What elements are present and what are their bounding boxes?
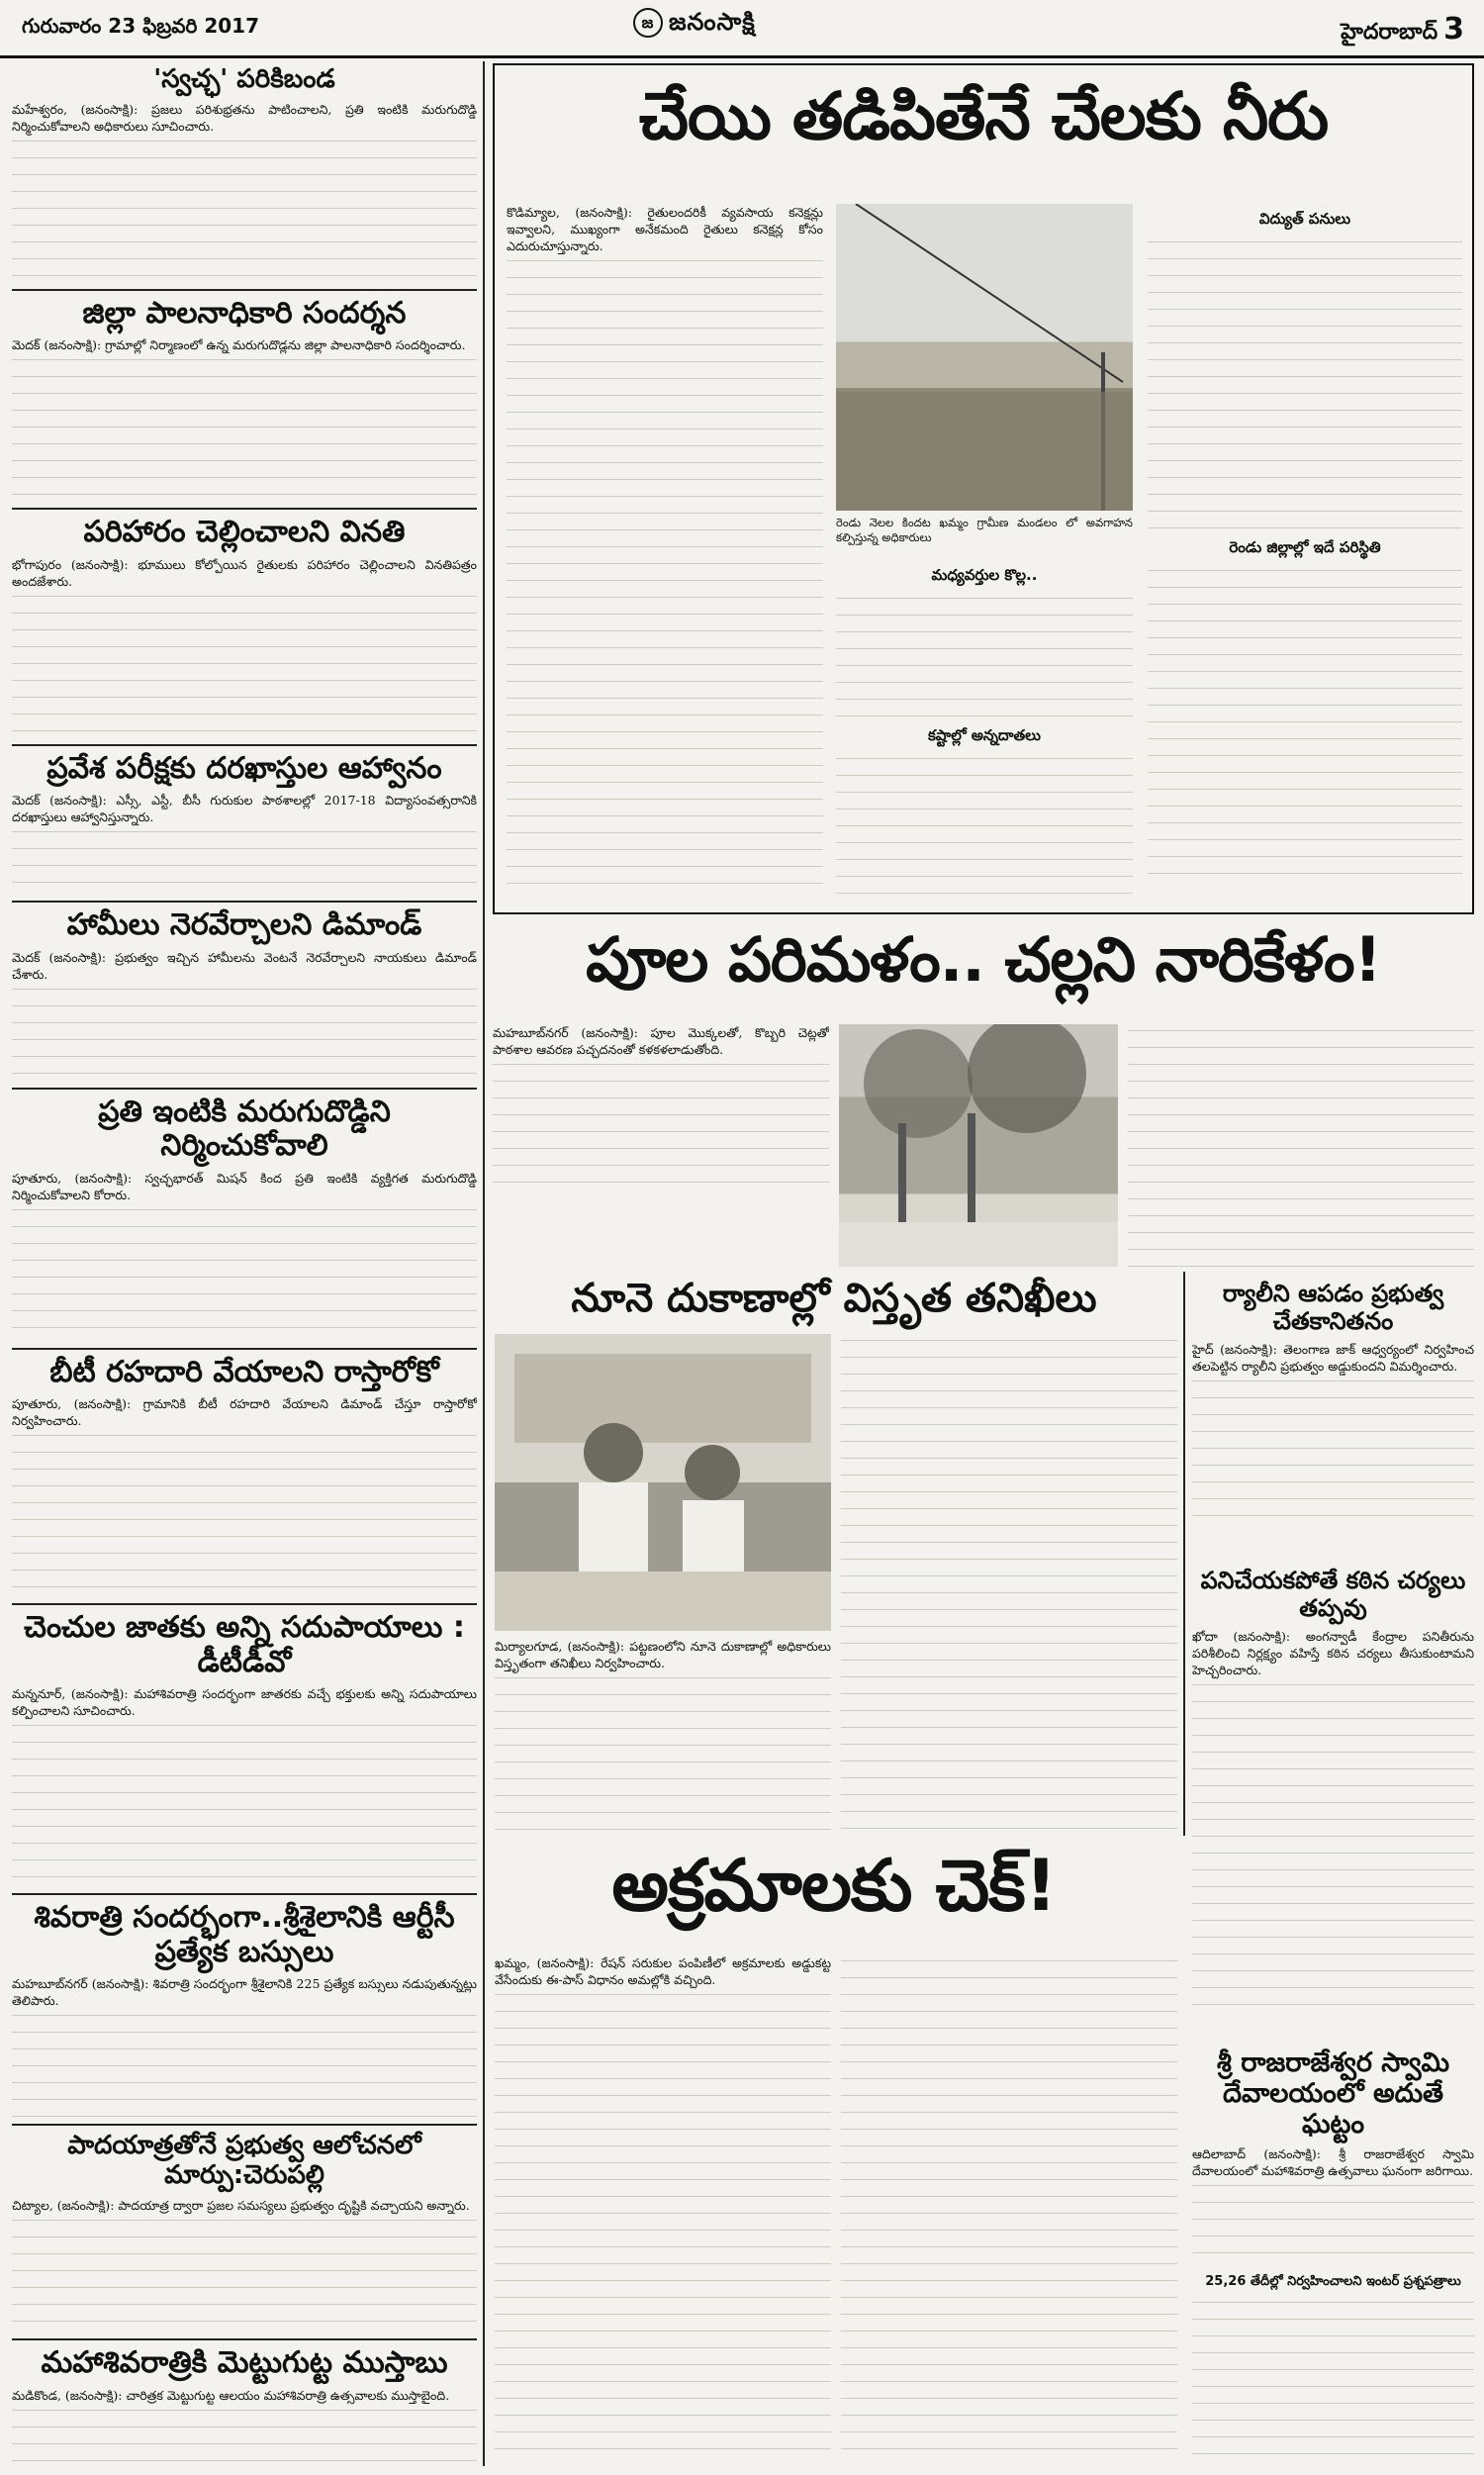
headline-padayatra: పాదయాత్రతోనే ప్రభుత్వ ఆలోచనలో మార్పు:చెరుపల్లి	[67, 2131, 421, 2191]
main-photo-caption: రెండు నెలల కిందట ఖమ్మం గ్రామీణ మండలం లో అవగాహన కల్పిస్తున్న అధికారులు	[836, 516, 1133, 544]
body-swachh: మహేశ్వరం, (జనంసాక్షి): ప్రజలు పరిశుభ్రతను పాటించాలని, ప్రతి ఇంటికి మరుగుదొడ్డి నిర్మించుకోవాలని అధికారులు సూచించారు.	[12, 101, 477, 134]
text-block	[1192, 2179, 1474, 2268]
main-body: కొడిమ్యాల, (జనంసాక్షి): రైతులందరికీ వ్యవసాయ కనెక్షన్లు ఇవ్వాలని, ముఖ్యంగా అనేకమంది రైతులు కనెక్షన్ల కోసం ఎదురుచూస్తున్నారు.	[507, 205, 823, 253]
flower-headline: పూల పరిమళం.. చల్లని నారికేళం!	[586, 923, 1381, 996]
body-collector: మెదక్ (జనంసాక్షి): గ్రామాల్లో నిర్మాణంలో ఉన్న మరుగుదొడ్లను జిల్లా పాలనాధికారి సందర్శించారు.	[12, 337, 466, 353]
page-header	[0, 0, 1484, 58]
check-headline-area	[493, 1841, 1175, 1950]
text-block	[12, 590, 477, 738]
oil-photo-graphic	[495, 1334, 831, 1631]
page-number: 3	[1443, 12, 1464, 47]
text-block	[12, 353, 477, 502]
text-block	[1192, 1375, 1474, 1523]
check-col-2	[841, 1954, 1177, 2464]
article-collector	[12, 297, 477, 503]
flower-col-1	[493, 1024, 829, 1197]
oil-body: మిర్యాలగూడ, (జనంసాక్షి): పట్టణంలోని నూనె దుకాణాల్లో అధికారులు విస్తృతంగా తనిఖీలు నిర్వహించారు.	[495, 1639, 831, 1670]
main-subhead-3: విద్యుత్ పనులు	[1258, 210, 1351, 228]
text-block	[493, 1058, 829, 1196]
edition-city	[1341, 12, 1464, 49]
headline-compensation: పరిహారం చెల్లించాలని వినతి	[83, 515, 406, 550]
work-article	[1192, 1564, 1474, 2039]
logo-icon: జ	[633, 8, 663, 38]
body-toilet: పూతూరు, (జనంసాక్షి): స్వచ్ఛభారత్ మిషన్ కింద ప్రతి ఇంటికి వ్యక్తిగత మరుగుదొడ్డి నిర్మించుకోవాలని కోరారు.	[12, 1170, 477, 1202]
article-buses	[12, 1901, 477, 2118]
article-entrance	[12, 752, 477, 896]
oil-col-1	[495, 1638, 831, 1836]
field-photo	[836, 204, 1133, 511]
body-buses: మహబూబ్‌నగర్ (జనంసాక్షి): శివరాత్రి సందర్భంగా శ్రీశైలానికి 225 ప్రత్యేక బస్సులు నడుపుతున్నట్లు తెలిపారు.	[12, 1976, 477, 2009]
text-block	[836, 592, 1133, 720]
check-col-1	[495, 1954, 831, 2464]
article-road	[12, 1356, 477, 1598]
flower-col-3	[1128, 1024, 1474, 1267]
oil-headline: నూనె దుకాణాల్లో విస్తృత తనిఖీలు	[571, 1276, 1097, 1321]
temple-article	[1192, 2044, 1474, 2464]
headline-entrance: ప్రవేశ పరీక్షకు దరఖాస్తుల ఆహ్వానం	[46, 750, 442, 786]
text-block	[1192, 1678, 1474, 2005]
inter-notice: 25,26 తేదీల్లో నిర్వహించాలని ఇంటర్ ప్రశ్నపత్రాలు	[1205, 2274, 1461, 2290]
text-block	[1148, 236, 1462, 532]
text-block	[495, 1671, 831, 1830]
text-block	[12, 135, 477, 283]
text-block	[12, 1719, 477, 1887]
text-block	[12, 2009, 477, 2118]
text-block	[495, 1988, 831, 2463]
text-block	[12, 1429, 477, 1597]
check-headline: అక్రమాలకు చెక్!	[611, 1844, 1057, 1927]
flower-body: మహబూబ్‌నగర్ (జనంసాక్షి): పూల మొక్కలతో, కొబ్బరి చెట్లతో పాఠశాల ఆవరణ పచ్చదనంతో కళకళలాడుతోంది.	[493, 1025, 829, 1057]
article-compensation	[12, 516, 477, 738]
rally-headline: ర్యాలీని ఆపడం ప్రభుత్వ చేతకానితనం	[1222, 1280, 1444, 1335]
body-mettugutta: మడికొండ, (జనంసాక్షి): చారిత్రక మెట్టుగుట్ట ఆలయం మహాశివరాత్రి ఉత్సవాలకు ముస్తాబైంది.	[12, 2387, 450, 2403]
text-block	[12, 1203, 477, 1342]
temple-headline: శ్రీ రాజరాజేశ్వర స్వామి దేవాలయంలో అదుతే ఘట్టం	[1216, 2047, 1450, 2141]
rally-body: హైద్ (జనంసాక్షి): తెలంగాణ జాక్ ఆధ్వర్యంలో నిర్వహించ తలపెట్టిన ర్యాలీని ప్రభుత్వం అడ్డుకుందని విమర్శించారు.	[1192, 1342, 1474, 1375]
text-block	[836, 752, 1133, 897]
school-photo-graphic	[839, 1024, 1118, 1267]
text-block	[1192, 2296, 1474, 2454]
headline-buses: శివరాత్రి సందర్భంగా..శ్రీశైలానికి ఆర్టీసీ ప్రత్యేక బస్సులు	[34, 1900, 455, 1969]
article-promises	[12, 908, 477, 1082]
text-block	[12, 825, 477, 895]
headline-mettugutta: మహాశివరాత్రికి మెట్టుగుట్ట ముస్తాబు	[41, 2345, 448, 2381]
main-col-3	[1148, 204, 1462, 897]
article-chenchu	[12, 1611, 477, 1887]
logo-text: జనంసాక్షి	[669, 8, 756, 36]
issue-date: గురువారం 23 ఫిబ్రవరి 2017	[22, 14, 260, 38]
text-block	[1148, 564, 1462, 881]
body-road: పూతూరు, (జనంసాక్షి): గ్రామానికి బీటీ రహదారి వేయాలని డిమాండ్ చేస్తూ రాస్తారోకో నిర్వహించారు.	[12, 1396, 477, 1429]
flower-headline-area	[493, 920, 1474, 1019]
headline-toilet: ప్రతి ఇంటికి మరుగుదొడ్డిని నిర్మించుకోవాలి	[98, 1094, 391, 1164]
check-body: ఖమ్మం, (జనంసాక్షి): రేషన్ సరుకుల పంపిణీలో అక్రమాలకు అడ్డుకట్ట వేసేందుకు ఈ-పాస్ విధానం అమల్లోకి వచ్చింది.	[495, 1955, 831, 1987]
text-block	[12, 2214, 477, 2332]
main-story-box	[493, 63, 1474, 914]
text-block	[12, 983, 477, 1082]
body-promises: మెదక్ (జనంసాక్షి): ప్రభుత్వం ఇచ్చిన హామీలను వెంటనే నెరవేర్చాలని నాయకులు డిమాండ్ చేశారు.	[12, 949, 477, 982]
body-chenchu: మన్ననూర్, (జనంసాక్షి): మహాశివరాత్రి సందర్భంగా జాతరకు వచ్చే భక్తులకు అన్ని సదుపాయాలు కల్పించాలని సూచించారు.	[12, 1686, 477, 1719]
oil-col-2	[841, 1334, 1177, 1834]
headline-promises: హామీలు నెరవేర్చాలని డిమాండ్	[66, 907, 422, 943]
headline-road: బీటీ రహదారి వేయాలని రాస్తారోకో	[49, 1354, 439, 1389]
temple-body: ఆదిలాబాద్ (జనంసాక్షి): శ్రీ రాజరాజేశ్వర స్వామి దేవాలయంలో మహాశివరాత్రి ఉత్సవాలు ఘనంగా జరిగాయి.	[1192, 2146, 1474, 2179]
text-block	[507, 254, 823, 897]
body-compensation: భోగాపురం (జనంసాక్షి): భూములు కోల్పోయిన రైతులకు పరిహారం చెల్లించాలని వినతిపత్రం అందజేశారు.	[12, 556, 477, 589]
oil-headline-area	[493, 1272, 1175, 1331]
headline-swachh: 'స్వచ్ఛ' పరికిబండ	[153, 64, 335, 94]
text-block	[841, 1954, 1177, 2464]
work-headline: పనిచేయకపోతే కఠిన చర్యలు తప్పవు	[1200, 1567, 1466, 1622]
article-swachh	[12, 65, 477, 283]
rally-article	[1192, 1277, 1474, 1554]
main-col-2	[836, 560, 1133, 897]
headline-collector: జిల్లా పాలనాధికారి సందర్శన	[82, 295, 407, 331]
main-subhead-2: కష్టాల్లో అన్నదాతలు	[927, 726, 1042, 744]
oil-photo	[495, 1334, 831, 1631]
article-toilet	[12, 1095, 477, 1342]
main-subhead-1: మధ్యవర్తుల కొల్ల..	[931, 566, 1038, 584]
left-column	[12, 61, 477, 2466]
article-padayatra	[12, 2132, 477, 2332]
main-subhead-4: రెండు జిల్లాల్లో ఇదే పరిస్థితి	[1229, 538, 1381, 556]
main-headline: చేయి తడిపితేనే చేలకు నీరు	[638, 78, 1329, 154]
city-name: హైదరాబాద్	[1341, 20, 1438, 45]
school-photo	[839, 1024, 1118, 1267]
text-block	[12, 2404, 477, 2466]
main-col-1	[507, 204, 823, 897]
body-entrance: మెదక్ (జనంసాక్షి): ఎస్సీ, ఎస్టీ, బీసీ గురుకుల పాఠశాలల్లో 2017-18 విద్యాసంవత్సరానికి దరఖాస్తులు ఆహ్వానిస్తున్నారు.	[12, 793, 477, 825]
article-mettugutta	[12, 2346, 477, 2466]
field-photo-graphic	[836, 204, 1133, 511]
headline-chenchu: చెంచుల జాతకు అన్ని సదుపాయాలు : డీటీడీవో	[24, 1610, 465, 1679]
text-block	[841, 1334, 1177, 1834]
text-block	[1128, 1024, 1474, 1267]
masthead-logo	[633, 8, 756, 42]
body-padayatra: చిట్యాల, (జనంసాక్షి): పాదయాత్ర ద్వారా ప్రజల సమస్యలు ప్రభుత్వం దృష్టికి వచ్చాయని అన్నారు.	[12, 2198, 470, 2214]
work-body: ఖోదా (జనంసాక్షి): అంగన్వాడీ కేంద్రాల పనితీరును పరిశీలించి నిర్లక్ష్యం వహిస్తే కఠిన చర్యలు తీసుకుంటామని హెచ్చరించారు.	[1192, 1629, 1474, 1678]
